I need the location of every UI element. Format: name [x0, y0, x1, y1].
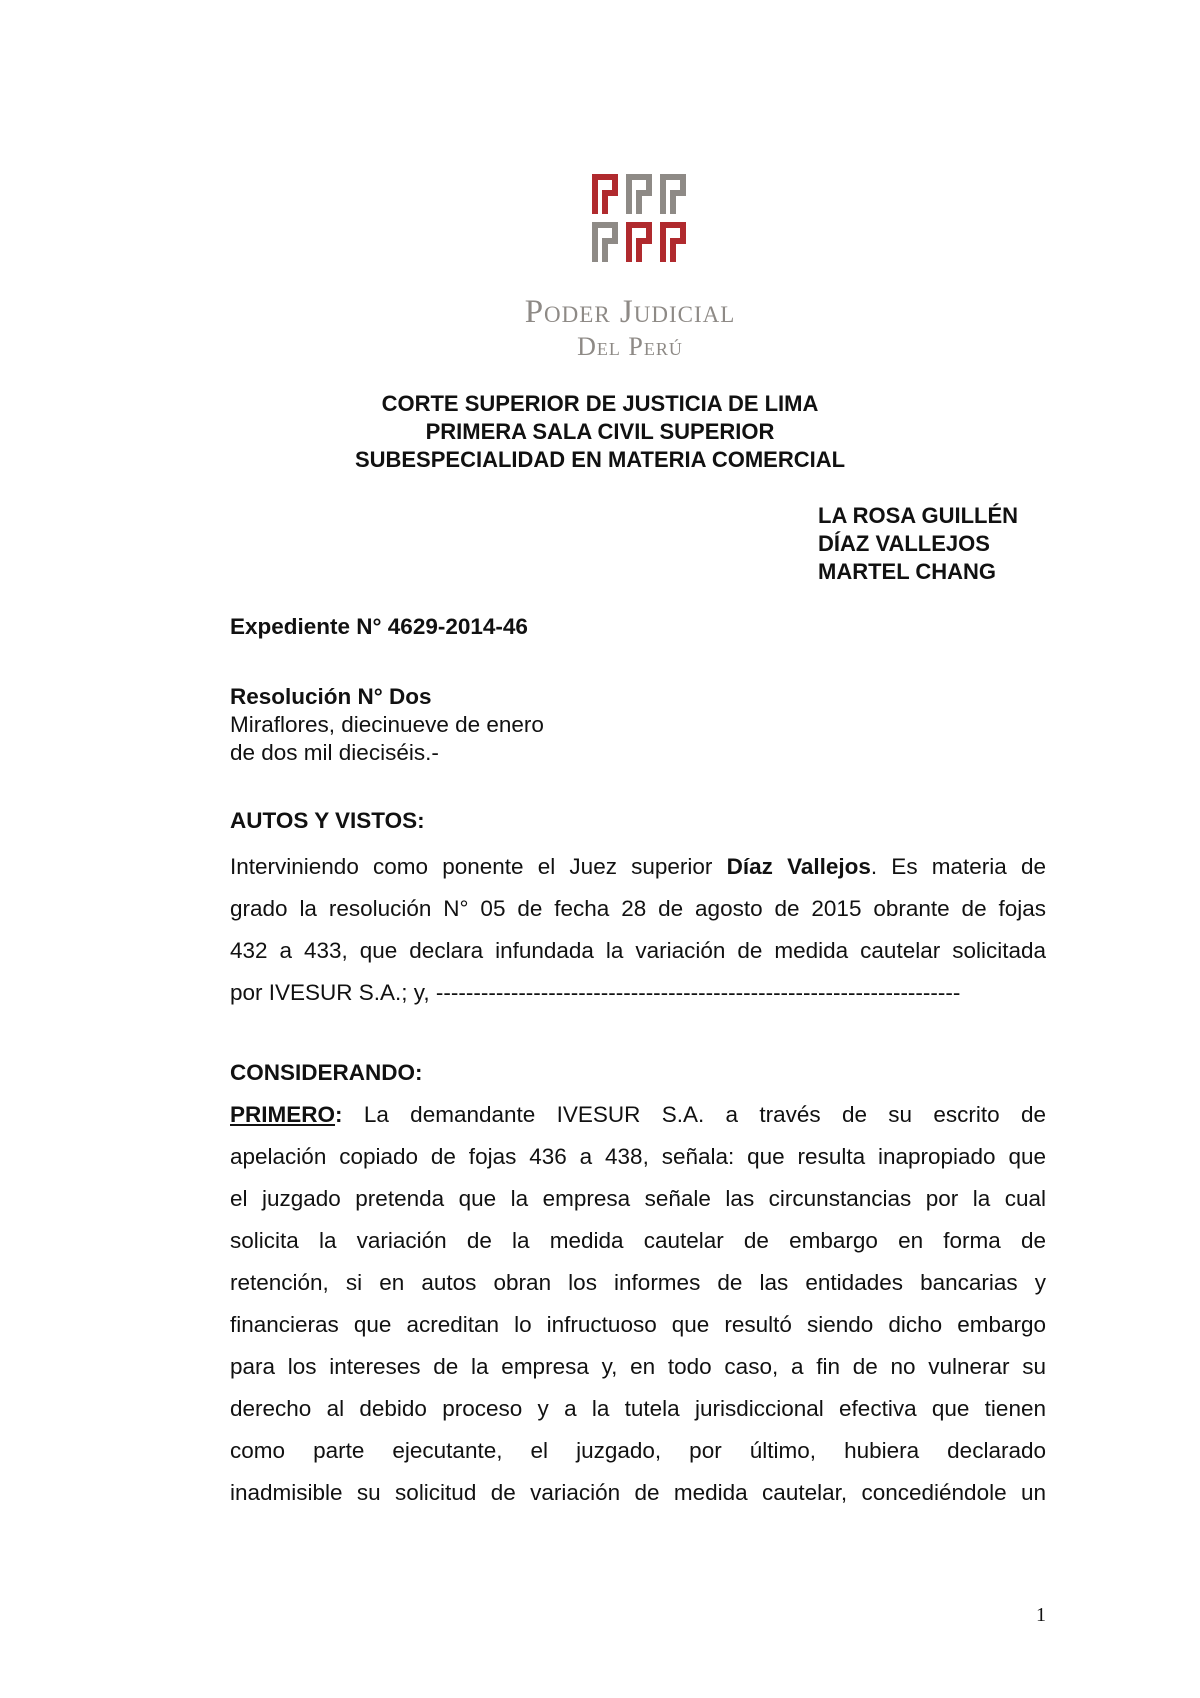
chamber-name: PRIMERA SALA CIVIL SUPERIOR [425, 419, 775, 444]
case-number: Expediente N° 4629-2014-46 [230, 614, 528, 639]
primero-label: PRIMERO [230, 1102, 336, 1127]
judge-ponente: Díaz Vallejos [726, 854, 871, 879]
considerando-line: apelación copiado de fojas 436 a 438, señala: que resulta inapropiado que [230, 1144, 1046, 1169]
court-name: CORTE SUPERIOR DE JUSTICIA DE LIMA [381, 391, 819, 416]
autos-line: grado la resolución N° 05 de fecha 28 de agosto de 2015 obrante de fojas [230, 896, 1046, 921]
judge-name: MARTEL CHANG [818, 559, 997, 584]
autos-heading: AUTOS Y VISTOS: [230, 808, 425, 833]
judges-list [818, 502, 1018, 586]
judge-name: LA ROSA GUILLÉN [818, 503, 1019, 528]
autos-line: Interviniendo como ponente el Juez superior Díaz Vallejos. Es materia de [230, 854, 1046, 879]
autos-paragraph [230, 846, 1046, 1014]
subspecialty-name: SUBESPECIALIDAD EN MATERIA COMERCIAL [354, 447, 846, 472]
resolution-date-line1: Miraflores, diecinueve de enero [230, 712, 544, 737]
considerando-line: solicita la variación de la medida cautelar de embargo en forma de [230, 1228, 1046, 1253]
considerando-line: el juzgado pretenda que la empresa señale las circunstancias por la cual [230, 1186, 1046, 1211]
page-number: 1 [1036, 1604, 1046, 1626]
resolution-date-line2: de dos mil dieciséis.- [230, 740, 439, 765]
autos-line: por IVESUR S.A.; y, ---------------------------------------------------------------------- [230, 980, 961, 1005]
considerando-line: para los intereses de la empresa y, en todo caso, a fin de no vulnerar su [230, 1354, 1046, 1379]
poder-judicial-logo-icon [590, 172, 708, 280]
considerando-line: derecho al debido proceso y a la tutela jurisdiccional efectiva que tienen [230, 1396, 1046, 1421]
considerando-heading: CONSIDERANDO: [230, 1060, 423, 1085]
logo-text-line1: Poder Judicial [524, 294, 736, 330]
resolution-title: Resolución N° Dos [230, 684, 432, 709]
considerando-line: financieras que acreditan lo infructuoso que resultó siendo dicho embargo [230, 1312, 1046, 1337]
considerando-line: retención, si en autos obran los informes de las entidades bancarias y [230, 1270, 1046, 1295]
logo-text-line2: Del Perú [577, 332, 683, 361]
considerando-line: como parte ejecutante, el juzgado, por último, hubiera declarado [230, 1438, 1046, 1463]
judge-name: DÍAZ VALLEJOS [818, 531, 990, 556]
considerando-line: inadmisible su solicitud de variación de medida cautelar, concediéndole un [230, 1480, 1046, 1505]
considerando-paragraph [230, 1094, 1046, 1514]
considerando-line: PRIMERO: La demandante IVESUR S.A. a través de su escrito de [230, 1102, 1046, 1127]
autos-line: 432 a 433, que declara infundada la variación de medida cautelar solicitada [230, 938, 1046, 963]
